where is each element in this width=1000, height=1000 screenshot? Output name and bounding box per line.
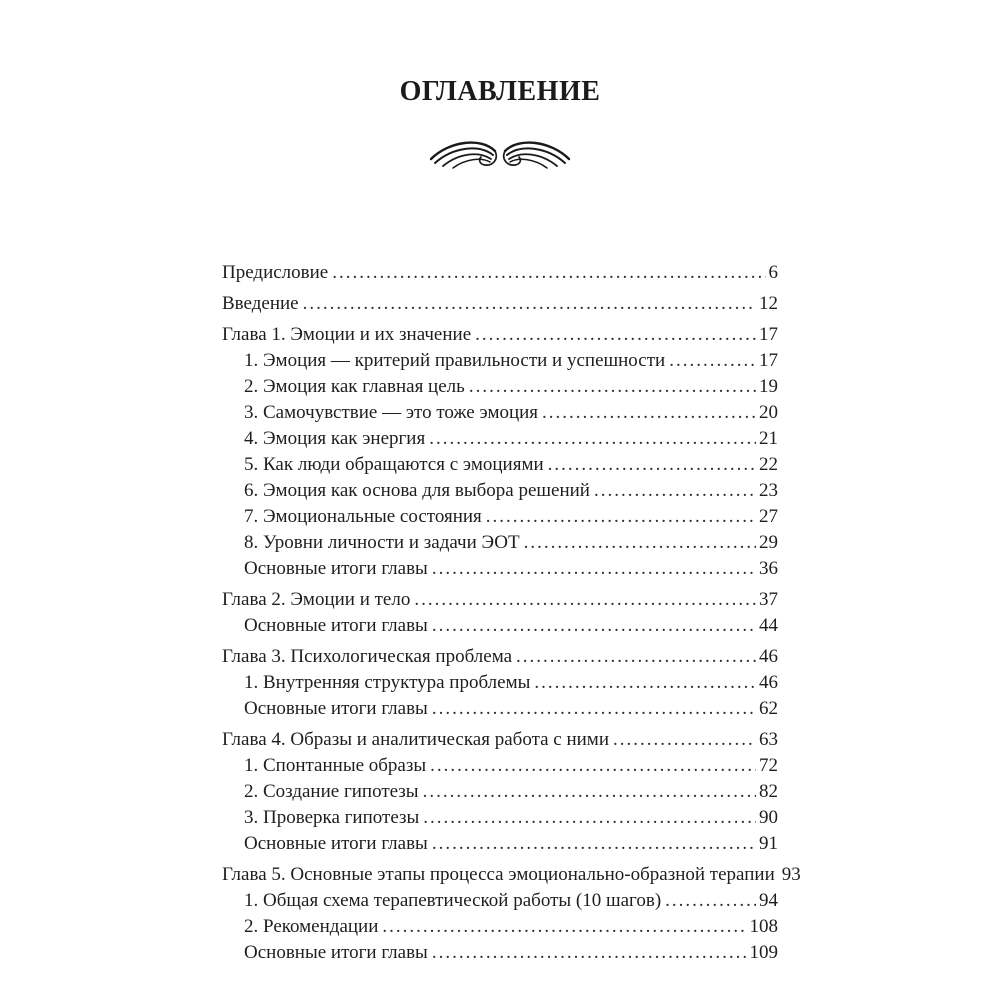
toc-entry-label: Основные итоги главы (244, 833, 428, 854)
toc-entry-label: Глава 4. Образы и аналитическая работа с ними (222, 729, 609, 750)
toc-entry-label: 8. Уровни личности и задачи ЭОТ (244, 532, 520, 553)
toc-entry-label: Глава 5. Основные этапы процесса эмоционально-образной терапии (222, 864, 775, 885)
toc-entry-page: 20 (759, 402, 778, 423)
toc-entry-page: 82 (759, 781, 778, 802)
toc-entry-page: 94 (759, 890, 778, 911)
toc-entry (222, 940, 778, 966)
toc-entry (222, 374, 778, 400)
dot-leader (613, 727, 756, 753)
toc-entry-label: 1. Общая схема терапевтической работы (10 шагов) (244, 890, 662, 911)
dot-leader (534, 670, 756, 696)
dot-leader (332, 260, 765, 286)
toc-entry-page: 17 (759, 350, 778, 371)
toc-entry-page: 36 (759, 558, 778, 579)
toc-entry (222, 587, 778, 613)
dot-leader (475, 322, 756, 348)
toc-entry (222, 291, 778, 317)
toc-entry (222, 779, 778, 805)
dot-leader (486, 504, 756, 530)
toc-entry-page: 22 (759, 454, 778, 475)
toc-entry (222, 260, 778, 286)
dot-leader (432, 613, 756, 639)
dot-leader (432, 696, 756, 722)
toc-entry-page: 19 (759, 376, 778, 397)
toc-entry-label: Введение (222, 293, 299, 314)
dot-leader (469, 374, 756, 400)
toc-entry (222, 478, 778, 504)
toc-entry (222, 426, 778, 452)
toc-entry-page: 72 (759, 755, 778, 776)
dot-leader (669, 348, 756, 374)
toc-entry (222, 400, 778, 426)
toc-entry-label: 2. Эмоция как главная цель (244, 376, 465, 397)
toc-list (222, 260, 801, 966)
dot-leader (548, 452, 756, 478)
toc-entry-page: 108 (749, 916, 778, 937)
toc-entry-label: 2. Рекомендации (244, 916, 379, 937)
toc-entry-label: Предисловие (222, 262, 329, 283)
toc-entry (222, 914, 778, 940)
dot-leader (430, 753, 756, 779)
toc-entry-page: 93 (781, 864, 801, 885)
toc-entry-page: 17 (759, 324, 778, 345)
toc-entry (222, 452, 778, 478)
toc-entry-label: Основные итоги главы (244, 942, 428, 963)
dot-leader (423, 779, 756, 805)
dot-leader (432, 556, 756, 582)
page-title: ОГЛАВЛЕНИЕ (399, 76, 601, 107)
toc-entry (222, 670, 778, 696)
toc-entry (222, 727, 778, 753)
toc-entry-page: 29 (759, 532, 778, 553)
dot-leader (414, 587, 756, 613)
toc-entry-label: 5. Как люди обращаются с эмоциями (244, 454, 544, 475)
toc-entry-page: 27 (759, 506, 778, 527)
toc-entry-page: 44 (759, 615, 778, 636)
toc-entry (222, 862, 801, 888)
toc-entry (222, 348, 778, 374)
toc-entry (222, 530, 778, 556)
toc-entry-label: Глава 2. Эмоции и тело (222, 589, 411, 610)
dot-leader (423, 805, 756, 831)
toc-entry-label: Основные итоги главы (244, 615, 428, 636)
toc-entry-page: 46 (759, 646, 778, 667)
toc-entry-page: 91 (759, 833, 778, 854)
toc-entry (222, 613, 778, 639)
dot-leader (665, 888, 756, 914)
toc-entry-label: Глава 3. Психологическая проблема (222, 646, 513, 667)
toc-entry-page: 21 (759, 428, 778, 449)
dot-leader (303, 291, 756, 317)
toc-entry (222, 805, 778, 831)
dot-leader (524, 530, 756, 556)
toc-entry-label: Глава 1. Эмоции и их значение (222, 324, 472, 345)
toc-entry-label: Основные итоги главы (244, 698, 428, 719)
dot-leader (432, 940, 747, 966)
toc-entry-label: 1. Эмоция — критерий правильности и успешности (244, 350, 666, 371)
toc-entry-page: 23 (759, 480, 778, 501)
toc-entry (222, 888, 778, 914)
toc-entry-page: 90 (759, 807, 778, 828)
dot-leader (382, 914, 746, 940)
toc-entry-page: 63 (759, 729, 778, 750)
toc-entry-page: 37 (759, 589, 778, 610)
toc-entry (222, 556, 778, 582)
toc-entry-label: 2. Создание гипотезы (244, 781, 419, 802)
toc-entry-label: 4. Эмоция как энергия (244, 428, 426, 449)
toc-entry-label: 1. Внутренняя структура проблемы (244, 672, 531, 693)
toc-entry (222, 322, 778, 348)
toc-entry-label: Основные итоги главы (244, 558, 428, 579)
toc-entry-label: 6. Эмоция как основа для выбора решений (244, 480, 590, 501)
flourish-ornament-icon (0, 136, 1000, 176)
dot-leader (429, 426, 756, 452)
toc-entry-label: 1. Спонтанные образы (244, 755, 427, 776)
toc-entry (222, 644, 778, 670)
toc-entry (222, 831, 778, 857)
dot-leader (594, 478, 756, 504)
toc-entry (222, 504, 778, 530)
toc-entry-page: 109 (749, 942, 778, 963)
toc-entry-page: 46 (759, 672, 778, 693)
toc-entry-page: 12 (759, 293, 778, 314)
toc-entry (222, 696, 778, 722)
dot-leader (516, 644, 756, 670)
dot-leader (542, 400, 756, 426)
toc-entry-page: 6 (768, 262, 778, 283)
toc-entry-page: 62 (759, 698, 778, 719)
toc-entry-label: 3. Самочувствие — это тоже эмоция (244, 402, 539, 423)
toc-entry-label: 7. Эмоциональные состояния (244, 506, 482, 527)
toc-entry (222, 753, 778, 779)
dot-leader (432, 831, 756, 857)
toc-entry-label: 3. Проверка гипотезы (244, 807, 420, 828)
